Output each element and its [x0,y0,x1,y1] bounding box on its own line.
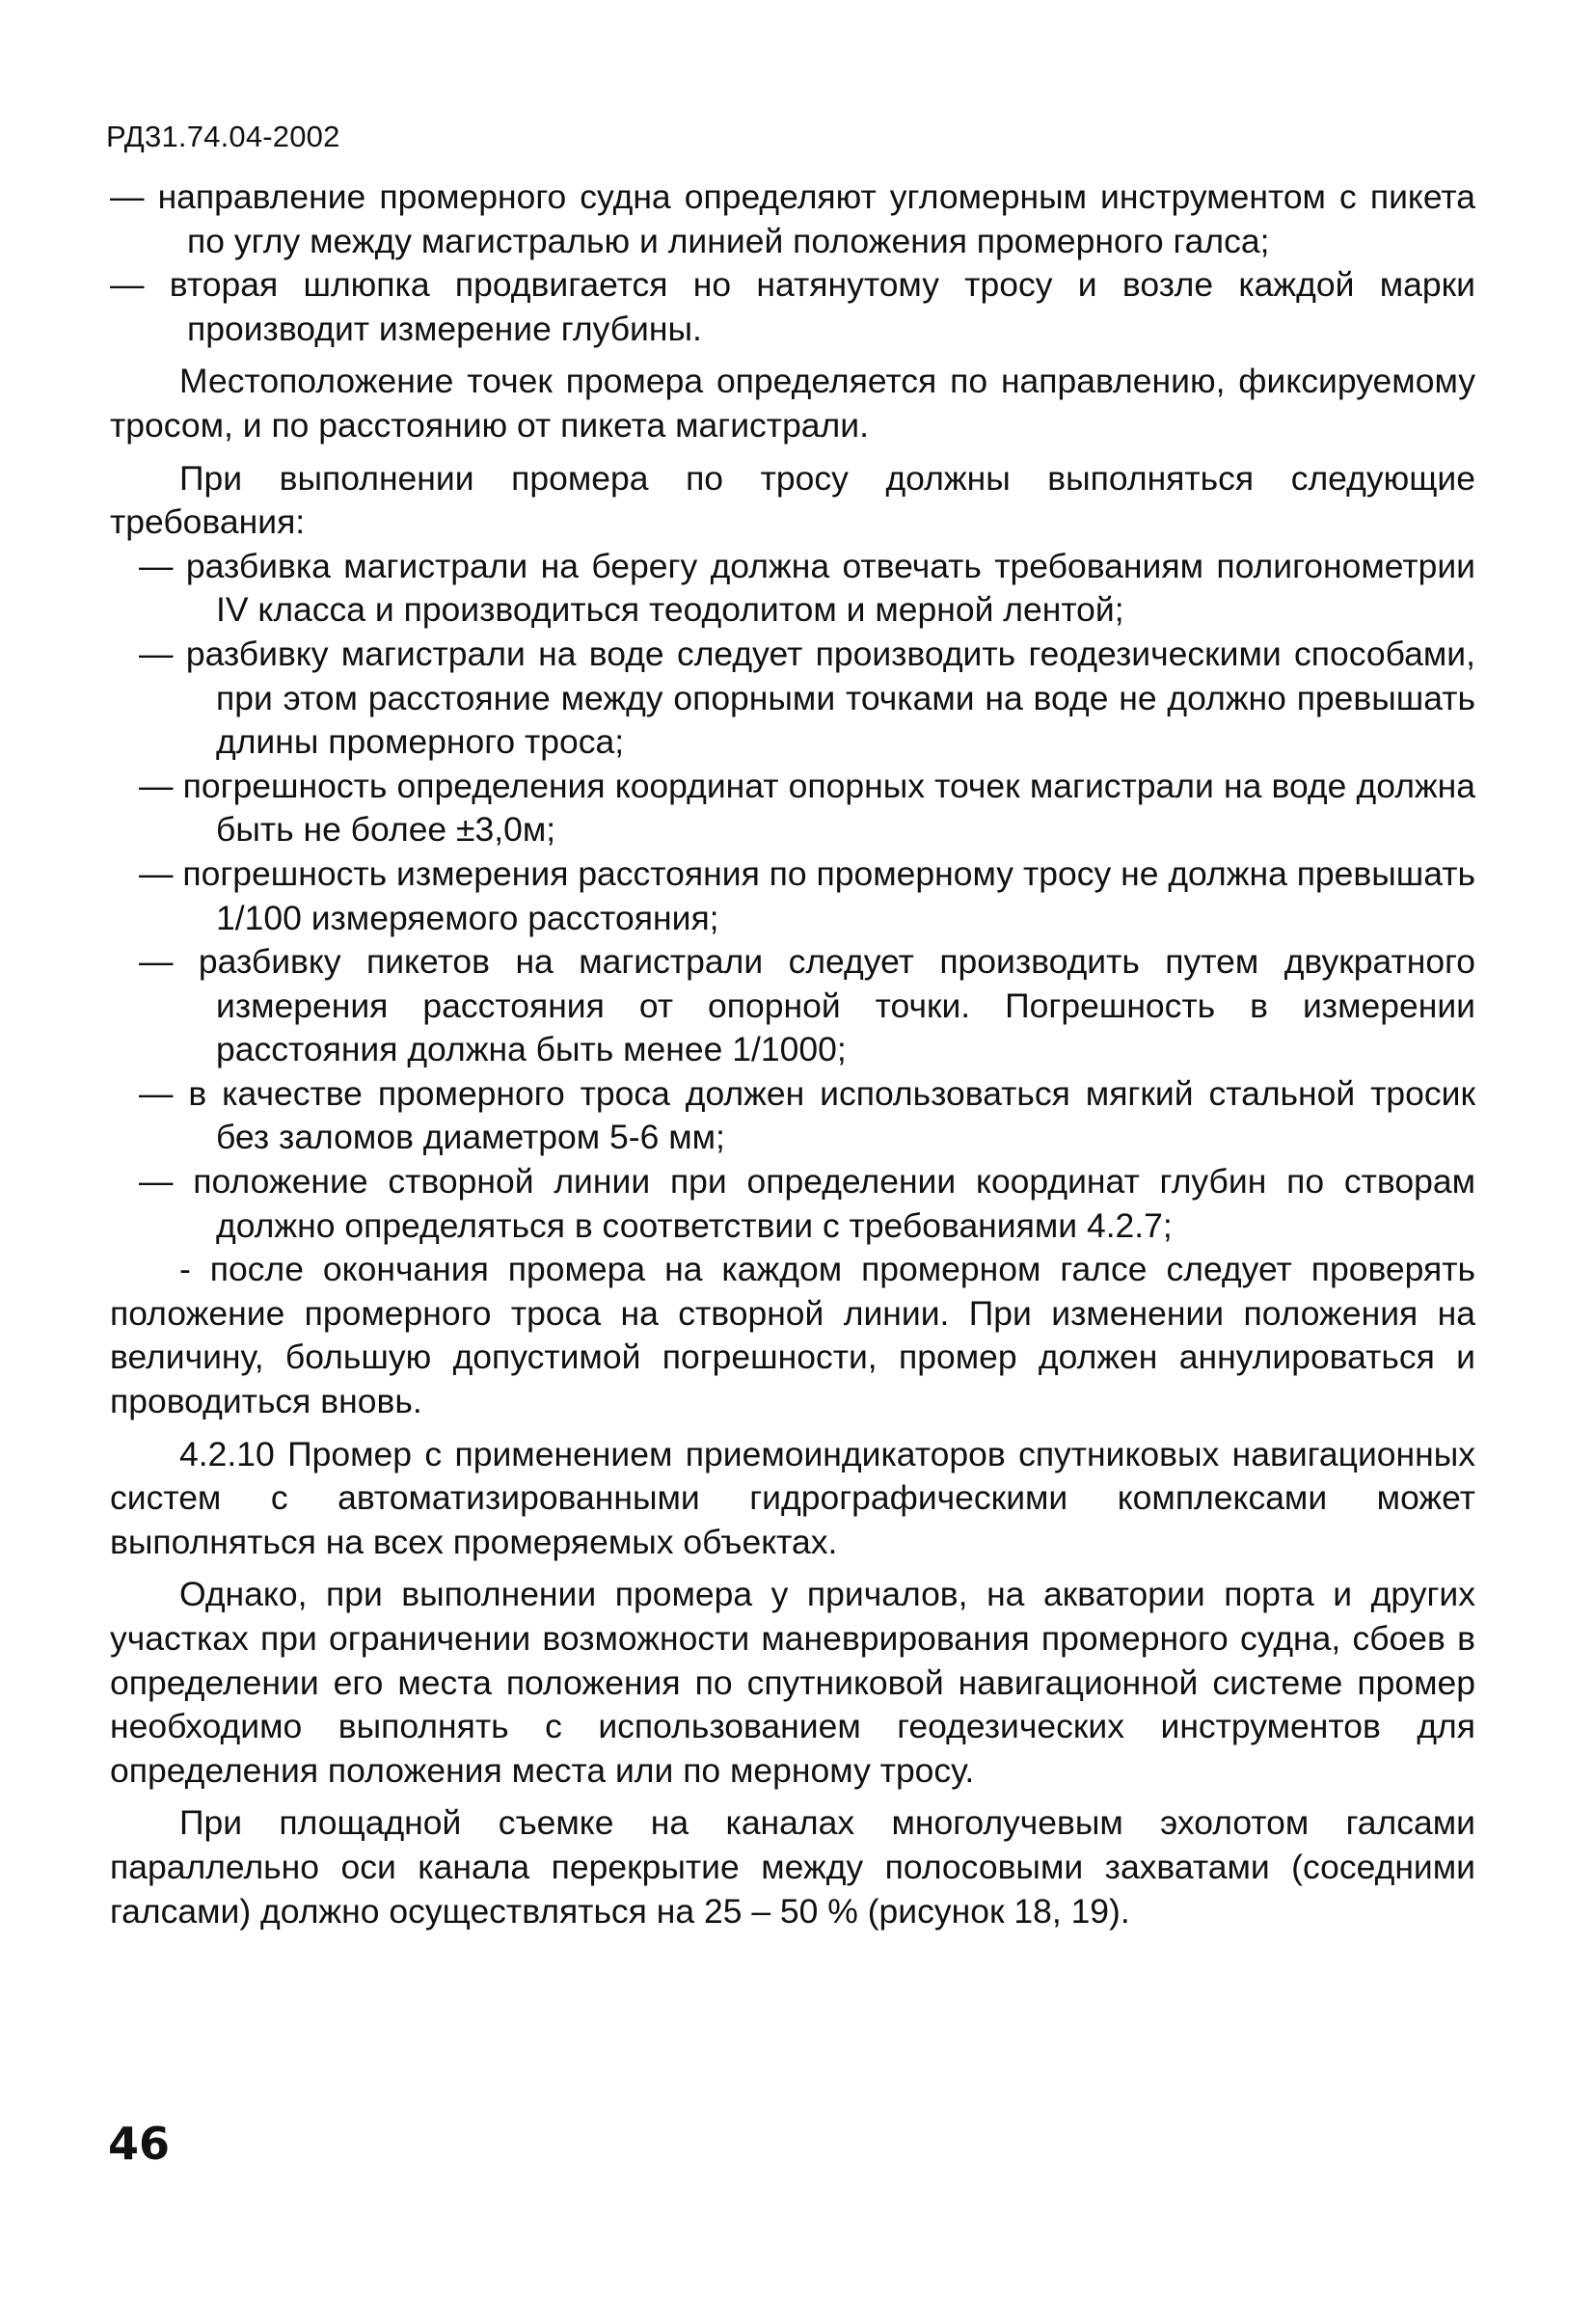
list-item-shore-baseline: — разбивка магистрали на берегу должна отвечать требованиям полигонометрии IV класса и производиться теодолитом и мерной лентой; [139,546,1475,630]
paragraph-requirements-intro: При выполнении промера по тросу должны выполняться следующие требования: [110,458,1475,542]
paragraph-multibeam-overlap: При площадной съемке на каналах многолучевым эхолотом галсами параллельно оси канала перекрытие между полосовыми захватами (соседними галсами) должно осуществляться на 25 – 50 % (рисунок 18, 19). [110,1803,1475,1931]
list-item-picket-layout: — разбивку пикетов на магистрали следует производить путем двукратного измерения расстояния от опорной точки. Погрешность в измерении расстояния должна быть менее 1/1000; [139,942,1475,1069]
paragraph-point-location: Местоположение точек промера определяется по направлению, фиксируемому тросом, и по расстоянию от пикета магистрали. [110,362,1475,445]
page-number: 46 [108,2118,171,2170]
paragraph-section-4-2-10: 4.2.10 Промер с применением приемоиндикаторов спутниковых навигационных систем с автоматизированными гидрографическими комплексами может выполняться на всех промеряемых объектах. [110,1434,1475,1561]
list-item-range-line: — положение створной линии при определении координат глубин по створам должно определяться в соответствии с требованиями 4.2.7; [139,1162,1475,1245]
list-item-survey-cable: — в качестве промерного троса должен использоваться мягкий стальной тросик без заломов диаметром 5-6 мм; [139,1073,1475,1157]
paragraph-cable-check: - после окончания промера на каждом промерном галсе следует проверять положение промерного троса на створной линии. При изменении положения на величину, большую допустимой погрешности, промер должен аннулироваться и проводиться вновь. [110,1250,1475,1421]
list-item-coordinate-error: — погрешность определения координат опорных точек магистрали на воде должна быть не более ±3,0м; [139,766,1475,850]
list-item-distance-error: — погрешность измерения расстояния по промерному тросу не должна превышать 1/100 измеряемого расстояния; [139,853,1475,937]
list-item-water-baseline: — разбивку магистрали на воде следует производить геодезическими способами, при этом расстояние между опорными точками на воде не должно превышать длины промерного троса; [139,634,1475,762]
body-text [110,176,1475,1933]
paragraph-berth-survey: Однако, при выполнении промера у причалов, на акватории порта и других участках при ограничении возможности маневрирования промерного судна, сбоев в определении его места положения по спутниковой навигационной системе промер необходимо выполнять с использованием геодезических инструментов для определения положения места или по мерному тросу. [110,1575,1475,1790]
list-item-second-boat: — вторая шлюпка продвигается но натянутому тросу и возле каждой марки производит измерение глубины. [110,265,1475,348]
document-code-header: РД31.74.04-2002 [106,120,340,153]
list-item-survey-direction: — направление промерного судна определяют угломерным инструментом с пикета по углу между магистралью и линией положения промерного галса; [110,177,1475,260]
